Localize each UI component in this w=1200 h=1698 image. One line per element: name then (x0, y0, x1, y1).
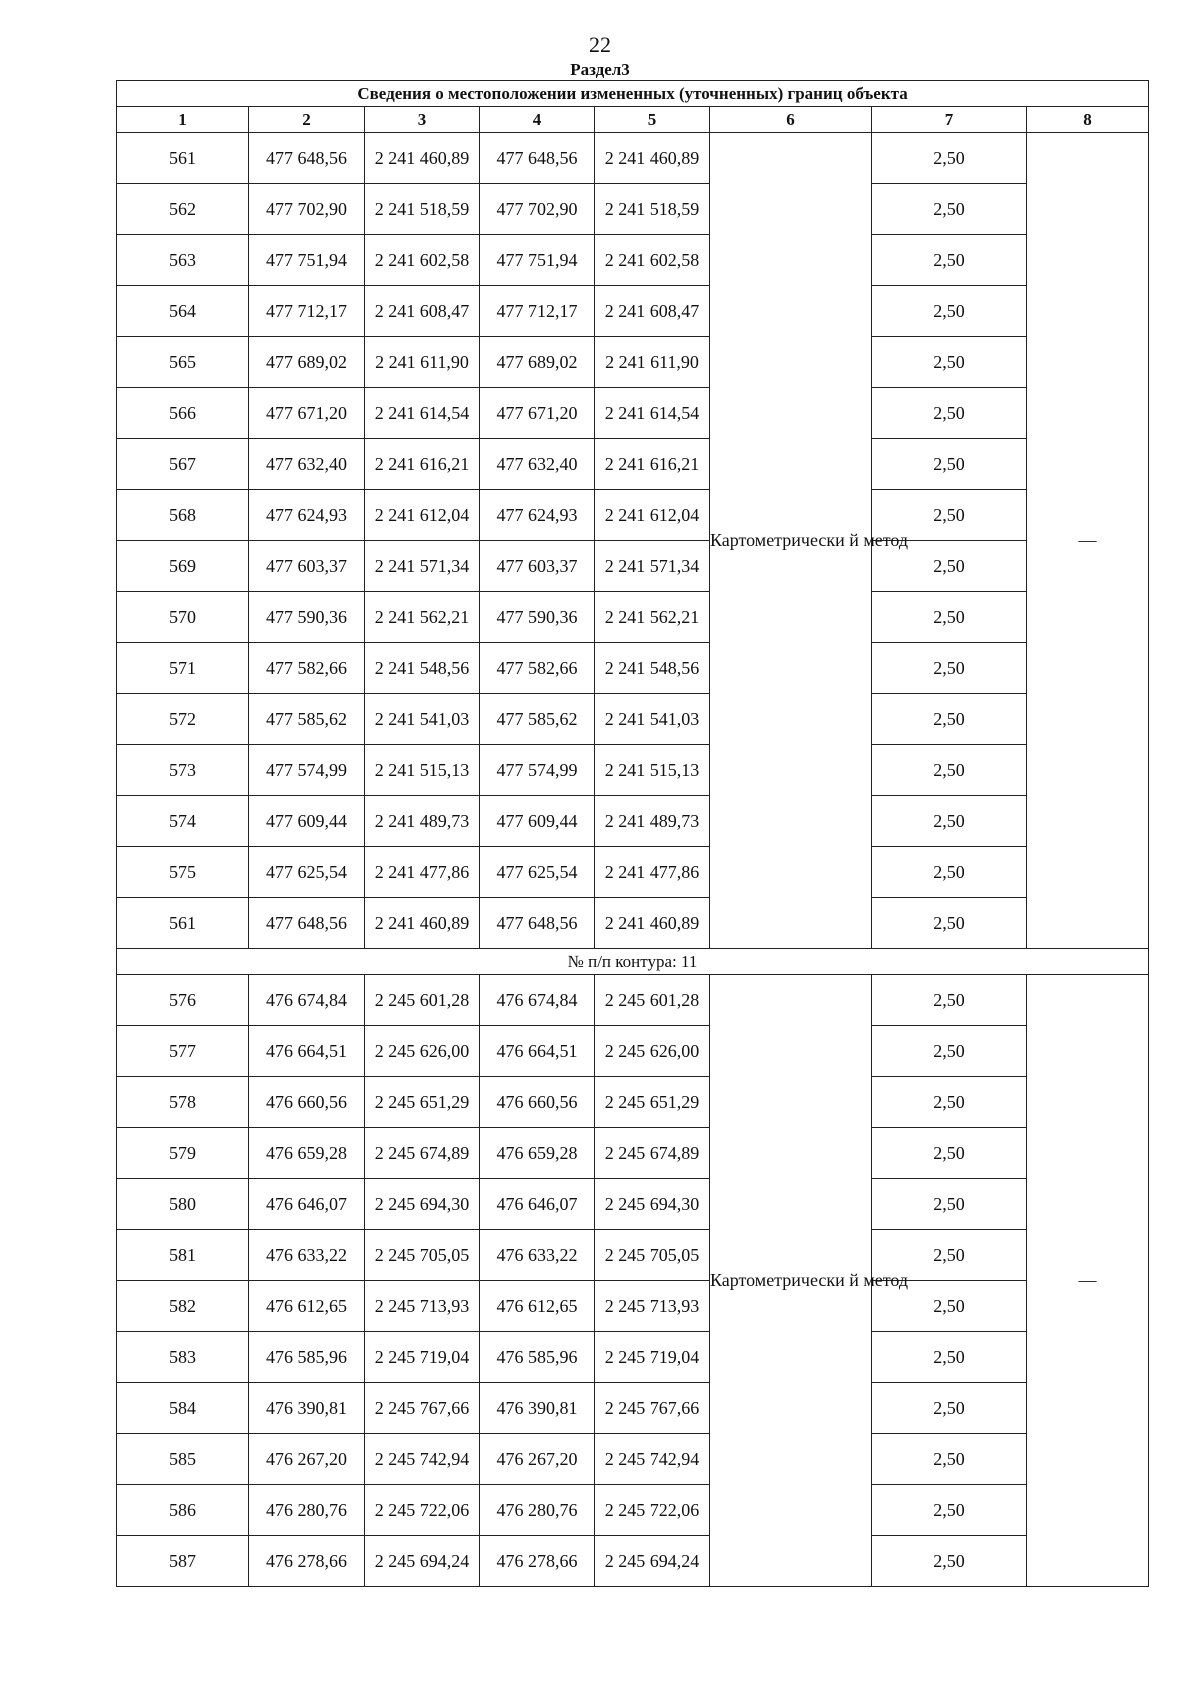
contour-label: № п/п контура: 11 (117, 949, 1149, 975)
y-existing-cell: 2 245 601,28 (365, 975, 480, 1026)
coordinates-table (116, 80, 1149, 1587)
point-number-cell: 583 (117, 1332, 249, 1383)
y-existing-cell: 2 241 608,47 (365, 286, 480, 337)
column-header: 3 (365, 107, 480, 133)
y-existing-cell: 2 245 626,00 (365, 1026, 480, 1077)
page-number: 22 (589, 32, 611, 57)
x-existing-cell: 477 648,56 (249, 133, 365, 184)
y-existing-cell: 2 241 548,56 (365, 643, 480, 694)
table-row (117, 1128, 1149, 1179)
table-body (117, 81, 1149, 1587)
accuracy-cell: 2,50 (872, 1077, 1027, 1128)
accuracy-cell: 2,50 (872, 184, 1027, 235)
y-new-cell: 2 241 489,73 (595, 796, 710, 847)
y-new-cell: 2 241 616,21 (595, 439, 710, 490)
y-new-cell: 2 241 562,21 (595, 592, 710, 643)
point-number-cell: 563 (117, 235, 249, 286)
table-row (117, 541, 1149, 592)
column-header-row (117, 107, 1149, 133)
x-existing-cell: 477 648,56 (249, 898, 365, 949)
table-row (117, 1281, 1149, 1332)
y-existing-cell: 2 241 612,04 (365, 490, 480, 541)
y-existing-cell: 2 241 515,13 (365, 745, 480, 796)
x-new-cell: 477 632,40 (480, 439, 595, 490)
accuracy-cell: 2,50 (872, 286, 1027, 337)
y-new-cell: 2 245 722,06 (595, 1485, 710, 1536)
x-new-cell: 476 646,07 (480, 1179, 595, 1230)
accuracy-cell: 2,50 (872, 1026, 1027, 1077)
point-number-cell: 584 (117, 1383, 249, 1434)
y-new-cell: 2 241 515,13 (595, 745, 710, 796)
x-new-cell: 477 702,90 (480, 184, 595, 235)
accuracy-cell: 2,50 (872, 975, 1027, 1026)
y-existing-cell: 2 245 694,24 (365, 1536, 480, 1587)
y-new-cell: 2 241 611,90 (595, 337, 710, 388)
y-new-cell: 2 245 601,28 (595, 975, 710, 1026)
y-existing-cell: 2 241 602,58 (365, 235, 480, 286)
y-existing-cell: 2 241 489,73 (365, 796, 480, 847)
x-new-cell: 477 590,36 (480, 592, 595, 643)
accuracy-cell: 2,50 (872, 643, 1027, 694)
point-number-cell: 571 (117, 643, 249, 694)
y-existing-cell: 2 245 705,05 (365, 1230, 480, 1281)
x-existing-cell: 477 582,66 (249, 643, 365, 694)
x-existing-cell: 477 751,94 (249, 235, 365, 286)
point-number-cell: 587 (117, 1536, 249, 1587)
x-existing-cell: 477 590,36 (249, 592, 365, 643)
x-new-cell: 477 609,44 (480, 796, 595, 847)
table-row (117, 847, 1149, 898)
y-existing-cell: 2 241 616,21 (365, 439, 480, 490)
table-row (117, 286, 1149, 337)
point-number-cell: 575 (117, 847, 249, 898)
accuracy-cell: 2,50 (872, 1332, 1027, 1383)
point-number-cell: 580 (117, 1179, 249, 1230)
x-new-cell: 476 280,76 (480, 1485, 595, 1536)
x-new-cell: 477 689,02 (480, 337, 595, 388)
table-row (117, 1485, 1149, 1536)
y-new-cell: 2 241 477,86 (595, 847, 710, 898)
point-number-cell: 562 (117, 184, 249, 235)
table-row (117, 796, 1149, 847)
y-existing-cell: 2 245 651,29 (365, 1077, 480, 1128)
y-new-cell: 2 245 651,29 (595, 1077, 710, 1128)
accuracy-cell: 2,50 (872, 439, 1027, 490)
point-number-cell: 573 (117, 745, 249, 796)
table-row (117, 898, 1149, 949)
x-new-cell: 477 582,66 (480, 643, 595, 694)
x-existing-cell: 476 612,65 (249, 1281, 365, 1332)
point-number-cell: 576 (117, 975, 249, 1026)
column-header: 7 (872, 107, 1027, 133)
y-new-cell: 2 245 626,00 (595, 1026, 710, 1077)
table-row (117, 133, 1149, 184)
accuracy-cell: 2,50 (872, 133, 1027, 184)
point-number-cell: 568 (117, 490, 249, 541)
y-new-cell: 2 241 541,03 (595, 694, 710, 745)
x-new-cell: 476 390,81 (480, 1383, 595, 1434)
y-new-cell: 2 241 460,89 (595, 133, 710, 184)
table-row (117, 1230, 1149, 1281)
point-number-cell: 579 (117, 1128, 249, 1179)
x-existing-cell: 477 609,44 (249, 796, 365, 847)
accuracy-cell: 2,50 (872, 490, 1027, 541)
accuracy-cell: 2,50 (872, 694, 1027, 745)
x-existing-cell: 476 659,28 (249, 1128, 365, 1179)
caption-row (117, 81, 1149, 107)
table-row (117, 1383, 1149, 1434)
y-existing-cell: 2 241 562,21 (365, 592, 480, 643)
y-new-cell: 2 241 548,56 (595, 643, 710, 694)
table-row (117, 388, 1149, 439)
x-existing-cell: 476 278,66 (249, 1536, 365, 1587)
y-new-cell: 2 245 713,93 (595, 1281, 710, 1332)
table-row (117, 439, 1149, 490)
column-header: 8 (1027, 107, 1149, 133)
x-existing-cell: 477 632,40 (249, 439, 365, 490)
accuracy-cell: 2,50 (872, 541, 1027, 592)
accuracy-cell: 2,50 (872, 592, 1027, 643)
y-existing-cell: 2 245 713,93 (365, 1281, 480, 1332)
point-number-cell: 572 (117, 694, 249, 745)
x-existing-cell: 477 624,93 (249, 490, 365, 541)
x-new-cell: 476 612,65 (480, 1281, 595, 1332)
method-cell: Картометрически й метод (710, 975, 872, 1587)
point-number-cell: 582 (117, 1281, 249, 1332)
y-new-cell: 2 241 518,59 (595, 184, 710, 235)
accuracy-cell: 2,50 (872, 898, 1027, 949)
table-row (117, 1026, 1149, 1077)
y-new-cell: 2 245 767,66 (595, 1383, 710, 1434)
point-number-cell: 570 (117, 592, 249, 643)
y-existing-cell: 2 245 767,66 (365, 1383, 480, 1434)
x-existing-cell: 476 660,56 (249, 1077, 365, 1128)
x-existing-cell: 476 674,84 (249, 975, 365, 1026)
point-number-cell: 565 (117, 337, 249, 388)
column-header: 6 (710, 107, 872, 133)
column-8-cell: — (1027, 133, 1149, 949)
accuracy-cell: 2,50 (872, 1281, 1027, 1332)
y-new-cell: 2 241 608,47 (595, 286, 710, 337)
column-header: 1 (117, 107, 249, 133)
column-header: 4 (480, 107, 595, 133)
x-existing-cell: 477 603,37 (249, 541, 365, 592)
y-new-cell: 2 241 571,34 (595, 541, 710, 592)
x-new-cell: 476 659,28 (480, 1128, 595, 1179)
accuracy-cell: 2,50 (872, 847, 1027, 898)
point-number-cell: 564 (117, 286, 249, 337)
y-existing-cell: 2 241 614,54 (365, 388, 480, 439)
x-existing-cell: 476 390,81 (249, 1383, 365, 1434)
y-existing-cell: 2 241 460,89 (365, 133, 480, 184)
x-new-cell: 476 267,20 (480, 1434, 595, 1485)
x-existing-cell: 477 712,17 (249, 286, 365, 337)
table-caption: Сведения о местоположении измененных (уточненных) границ объекта (117, 81, 1149, 107)
x-existing-cell: 476 280,76 (249, 1485, 365, 1536)
point-number-cell: 569 (117, 541, 249, 592)
x-new-cell: 477 648,56 (480, 898, 595, 949)
x-existing-cell: 476 585,96 (249, 1332, 365, 1383)
point-number-cell: 561 (117, 898, 249, 949)
y-existing-cell: 2 241 460,89 (365, 898, 480, 949)
x-new-cell: 477 751,94 (480, 235, 595, 286)
x-existing-cell: 476 633,22 (249, 1230, 365, 1281)
section-title: Раздел3 (570, 60, 630, 79)
y-new-cell: 2 241 602,58 (595, 235, 710, 286)
x-new-cell: 477 648,56 (480, 133, 595, 184)
y-new-cell: 2 245 705,05 (595, 1230, 710, 1281)
y-new-cell: 2 241 460,89 (595, 898, 710, 949)
x-new-cell: 477 585,62 (480, 694, 595, 745)
x-existing-cell: 476 646,07 (249, 1179, 365, 1230)
x-new-cell: 476 585,96 (480, 1332, 595, 1383)
point-number-cell: 578 (117, 1077, 249, 1128)
y-existing-cell: 2 241 518,59 (365, 184, 480, 235)
y-new-cell: 2 241 614,54 (595, 388, 710, 439)
accuracy-cell: 2,50 (872, 1383, 1027, 1434)
x-new-cell: 476 660,56 (480, 1077, 595, 1128)
table-row (117, 592, 1149, 643)
y-existing-cell: 2 241 541,03 (365, 694, 480, 745)
y-new-cell: 2 245 719,04 (595, 1332, 710, 1383)
accuracy-cell: 2,50 (872, 388, 1027, 439)
x-new-cell: 477 624,93 (480, 490, 595, 541)
y-existing-cell: 2 245 722,06 (365, 1485, 480, 1536)
accuracy-cell: 2,50 (872, 1536, 1027, 1587)
table-row (117, 643, 1149, 694)
x-new-cell: 476 278,66 (480, 1536, 595, 1587)
table-row (117, 490, 1149, 541)
point-number-cell: 561 (117, 133, 249, 184)
point-number-cell: 566 (117, 388, 249, 439)
x-new-cell: 477 574,99 (480, 745, 595, 796)
point-number-cell: 574 (117, 796, 249, 847)
x-existing-cell: 477 689,02 (249, 337, 365, 388)
x-new-cell: 477 603,37 (480, 541, 595, 592)
y-existing-cell: 2 241 611,90 (365, 337, 480, 388)
accuracy-cell: 2,50 (872, 235, 1027, 286)
y-new-cell: 2 245 694,30 (595, 1179, 710, 1230)
x-new-cell: 477 625,54 (480, 847, 595, 898)
table-row (117, 1332, 1149, 1383)
table-row (117, 745, 1149, 796)
column-8-cell: — (1027, 975, 1149, 1587)
table-row (117, 1179, 1149, 1230)
y-existing-cell: 2 245 694,30 (365, 1179, 480, 1230)
y-existing-cell: 2 245 719,04 (365, 1332, 480, 1383)
accuracy-cell: 2,50 (872, 1434, 1027, 1485)
x-existing-cell: 477 671,20 (249, 388, 365, 439)
table-row (117, 337, 1149, 388)
y-new-cell: 2 245 742,94 (595, 1434, 710, 1485)
y-new-cell: 2 245 694,24 (595, 1536, 710, 1587)
x-new-cell: 476 633,22 (480, 1230, 595, 1281)
y-existing-cell: 2 241 571,34 (365, 541, 480, 592)
x-existing-cell: 477 574,99 (249, 745, 365, 796)
table-row (117, 184, 1149, 235)
x-new-cell: 477 671,20 (480, 388, 595, 439)
x-new-cell: 476 664,51 (480, 1026, 595, 1077)
contour-row (117, 949, 1149, 975)
accuracy-cell: 2,50 (872, 337, 1027, 388)
x-existing-cell: 476 267,20 (249, 1434, 365, 1485)
accuracy-cell: 2,50 (872, 745, 1027, 796)
accuracy-cell: 2,50 (872, 1485, 1027, 1536)
table-row (117, 694, 1149, 745)
point-number-cell: 585 (117, 1434, 249, 1485)
y-existing-cell: 2 241 477,86 (365, 847, 480, 898)
table-row (117, 1536, 1149, 1587)
y-new-cell: 2 245 674,89 (595, 1128, 710, 1179)
x-existing-cell: 476 664,51 (249, 1026, 365, 1077)
x-existing-cell: 477 702,90 (249, 184, 365, 235)
y-existing-cell: 2 245 742,94 (365, 1434, 480, 1485)
y-existing-cell: 2 245 674,89 (365, 1128, 480, 1179)
point-number-cell: 577 (117, 1026, 249, 1077)
accuracy-cell: 2,50 (872, 1230, 1027, 1281)
column-header: 2 (249, 107, 365, 133)
point-number-cell: 581 (117, 1230, 249, 1281)
accuracy-cell: 2,50 (872, 1179, 1027, 1230)
x-existing-cell: 477 625,54 (249, 847, 365, 898)
x-new-cell: 477 712,17 (480, 286, 595, 337)
point-number-cell: 586 (117, 1485, 249, 1536)
column-header: 5 (595, 107, 710, 133)
y-new-cell: 2 241 612,04 (595, 490, 710, 541)
point-number-cell: 567 (117, 439, 249, 490)
method-cell: Картометрически й метод (710, 133, 872, 949)
x-existing-cell: 477 585,62 (249, 694, 365, 745)
x-new-cell: 476 674,84 (480, 975, 595, 1026)
table-row (117, 975, 1149, 1026)
table-row (117, 1077, 1149, 1128)
table-row (117, 235, 1149, 286)
table-row (117, 1434, 1149, 1485)
accuracy-cell: 2,50 (872, 1128, 1027, 1179)
accuracy-cell: 2,50 (872, 796, 1027, 847)
